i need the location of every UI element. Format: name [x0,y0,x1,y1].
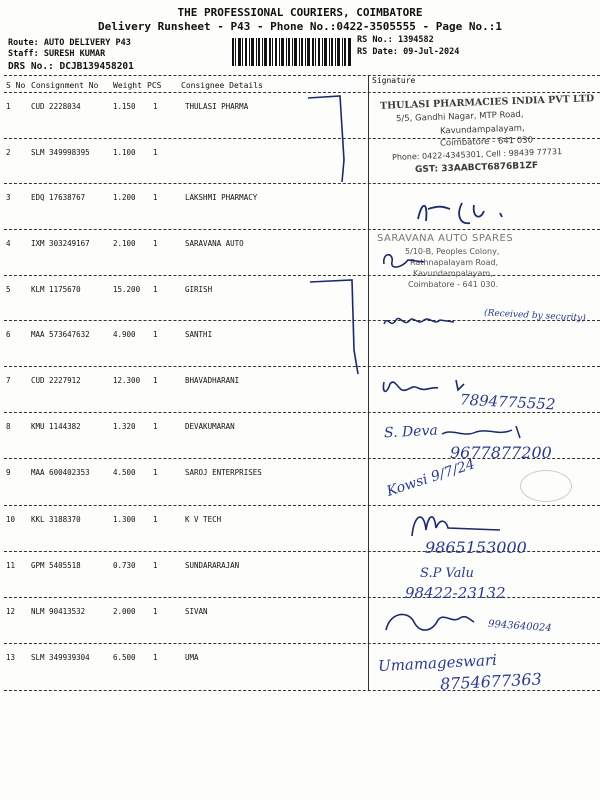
drs-line: DRS No.: DCJB139458201 [8,61,134,72]
col-header-consignee: Consignee Details [181,81,263,90]
cell-consignment: NLM 90413532 [31,607,86,616]
name-handwritten: Umamageswari [377,650,498,676]
cell-weight: 1.100 [113,148,136,157]
signature-scribble [400,506,510,542]
col-header-pcs: PCS [147,81,162,90]
signature-scribble [410,195,520,230]
cell-consignment: IXM 303249167 [31,239,90,248]
row-rule [4,505,600,506]
table-row [0,460,600,504]
signature-scribble [440,422,530,442]
signature-scribble [378,248,428,274]
cell-consignee: SARAVANA AUTO [185,239,244,248]
cell-sno: 9 [6,468,11,477]
cell-consignment: GPM 5405518 [31,561,81,570]
cell-consignee: K V TECH [185,515,222,524]
cell-consignment: KKL 3188370 [31,515,81,524]
faint-seal [520,470,572,502]
row-rule [4,690,600,691]
cell-sno: 12 [6,607,16,616]
cell-weight: 15.200 [113,285,141,294]
signature-scribble [380,606,480,640]
cell-consignee: SUNDARARAJAN [185,561,240,570]
row-rule [4,412,600,413]
cell-consignee: SANTHI [185,330,213,339]
cell-weight: 2.000 [113,607,136,616]
col-header-sno: S No [6,81,26,90]
cell-consignment: CUD 2227912 [31,376,81,385]
cell-weight: 1.200 [113,193,136,202]
cell-weight: 1.320 [113,422,136,431]
cell-sno: 11 [6,561,16,570]
cell-consignment: MAA 600402353 [31,468,90,477]
name-handwritten: S.P Valu [420,566,474,581]
name-handwritten: S. Deva [383,422,439,442]
cell-weight: 12.300 [113,376,141,385]
cell-pcs: 1 [153,239,158,248]
cell-weight: 1.150 [113,102,136,111]
phone-handwritten: 9865153000 [425,538,527,557]
cell-consignment: EDQ 17638767 [31,193,86,202]
signature-scribble [380,310,460,332]
cell-pcs: 1 [153,653,158,662]
cell-sno: 1 [6,102,11,111]
row-rule [4,643,600,644]
cell-consignment: MAA 573647632 [31,330,90,339]
company-title: THE PROFESSIONAL COURIERS, COIMBATORE [177,6,423,19]
row-rule [4,597,600,598]
cell-consignee: GIRISH [185,285,213,294]
cell-sno: 10 [6,515,16,524]
cell-consignee: LAKSHMI PHARMACY [185,193,258,202]
col-header-signature: Signature [372,76,416,85]
cell-consignment: CUD 2228034 [31,102,81,111]
cell-weight: 4.500 [113,468,136,477]
barcode [232,38,352,66]
cell-consignment: KLM 1175670 [31,285,81,294]
cell-consignee: UMA [185,653,199,662]
phone-handwritten: 8754677363 [439,669,543,694]
cell-weight: 0.730 [113,561,136,570]
cell-weight: 6.500 [113,653,136,662]
col-header-weight: Weight [113,81,142,90]
cell-consignee: SIVAN [185,607,208,616]
cell-pcs: 1 [153,376,158,385]
signature-handwritten: Kowsi 9/7/24 [384,456,477,500]
cell-sno: 2 [6,148,11,157]
cell-sno: 5 [6,285,11,294]
cell-consignee: SAROJ ENTERPRISES [185,468,262,477]
cell-pcs: 1 [153,193,158,202]
cell-weight: 4.900 [113,330,136,339]
phone-handwritten: 9677877200 [450,443,552,462]
cell-consignment: SLM 349939304 [31,653,90,662]
cell-weight: 1.300 [113,515,136,524]
cell-pcs: 1 [153,285,158,294]
table-row [0,553,600,597]
cell-sno: 13 [6,653,16,662]
runsheet-subtitle: Delivery Runsheet - P43 - Phone No.:0422-3505555 - Page No.:1 [98,20,502,33]
cell-pcs: 1 [153,515,158,524]
cell-weight: 2.100 [113,239,136,248]
staff-line: Staff: SURESH KUMAR [8,49,106,59]
cell-sno: 6 [6,330,11,339]
cell-pcs: 1 [153,422,158,431]
cell-consignee: DEVAKUMARAN [185,422,235,431]
cell-pcs: 1 [153,148,158,157]
cell-pcs: 1 [153,330,158,339]
col-header-consignment: Consignment No [31,81,99,90]
cell-consignment: KMU 1144382 [31,422,81,431]
cell-pcs: 1 [153,607,158,616]
cell-sno: 3 [6,193,11,202]
cell-pcs: 1 [153,468,158,477]
rs-date-line: RS Date: 09-Jul-2024 [357,47,460,57]
cell-pcs: 1 [153,561,158,570]
phone-handwritten: 9943640024 [487,618,552,635]
phone-handwritten: 98422-23132 [405,584,506,602]
phone-handwritten: 7894775552 [459,390,556,414]
cell-sno: 4 [6,239,11,248]
cell-consignment: SLM 349998395 [31,148,90,157]
cell-pcs: 1 [153,102,158,111]
received-by-note: (Received by security) [483,308,586,324]
cell-consignee: THULASI PHARMA [185,102,249,111]
cell-sno: 7 [6,376,11,385]
cell-sno: 8 [6,422,11,431]
cell-consignee: BHAVADHARANI [185,376,240,385]
rs-number-line: RS No.: 1394582 [357,35,434,45]
bracket-marks [300,90,370,380]
route-line: Route: AUTO DELIVERY P43 [8,38,131,48]
table-top-rule [4,75,600,76]
